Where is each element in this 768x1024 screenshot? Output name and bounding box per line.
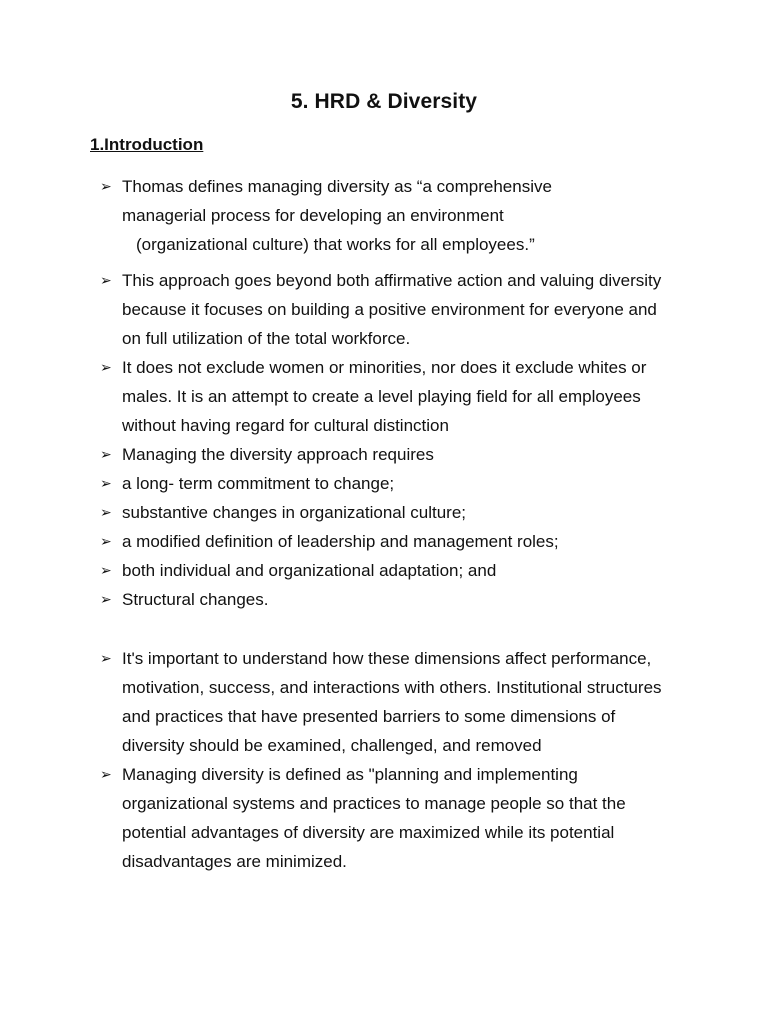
list-item (100, 266, 670, 353)
list-item-text: substantive changes in organizational culture; (122, 503, 466, 522)
list-item (100, 556, 670, 585)
list-item-line: managerial process for developing an environment (122, 206, 504, 225)
list-item (100, 644, 670, 760)
list-item (100, 440, 670, 469)
list-item (100, 585, 670, 614)
arrow-bullet-icon: ➢ (100, 562, 112, 578)
bullet-list-closing (100, 644, 670, 876)
list-item-text: Managing the diversity approach requires (122, 445, 434, 464)
list-item-text (122, 177, 670, 259)
arrow-bullet-icon: ➢ (100, 766, 112, 782)
arrow-bullet-icon: ➢ (100, 591, 112, 607)
arrow-bullet-icon: ➢ (100, 650, 112, 666)
arrow-bullet-icon: ➢ (100, 178, 112, 194)
section-heading-introduction: 1.Introduction (90, 135, 204, 154)
list-item-text: This approach goes beyond both affirmative action and valuing diversity because it focuses on building a positive environment for everyone and on full utilization of the total workforce. (122, 271, 662, 348)
list-item-text: a long- term commitment to change; (122, 474, 395, 493)
arrow-bullet-icon: ➢ (100, 504, 112, 520)
list-item (100, 760, 670, 876)
list-item-text: It does not exclude women or minorities, nor does it exclude whites or males. It is an attempt to create a level playing field for all employees without having regard for cultural distinction (122, 358, 647, 435)
list-item (100, 498, 670, 527)
list-item (100, 172, 670, 259)
list-item-line: (organizational culture) that works for all employees.” (136, 235, 535, 254)
list-item-text: a modified definition of leadership and management roles; (122, 532, 559, 551)
list-item (100, 527, 670, 556)
list-item-text: both individual and organizational adaptation; and (122, 561, 497, 580)
bullet-list-intro (100, 172, 670, 259)
list-item-text: Managing diversity is defined as "planning and implementing organizational systems and practices to manage people so that the potential advantages of diversity are maximized while its potential disadvantages are minimized. (122, 765, 626, 871)
arrow-bullet-icon: ➢ (100, 272, 112, 288)
list-item-text: It's important to understand how these dimensions affect performance, motivation, success, and interactions with others. Institutional structures and practices that have presented barriers to some dimensions of diversity should be examined, challenged, and removed (122, 649, 662, 755)
list-item-line: Thomas defines managing diversity as “a comprehensive (122, 177, 552, 196)
bullet-list-main (100, 266, 670, 614)
arrow-bullet-icon: ➢ (100, 475, 112, 491)
arrow-bullet-icon: ➢ (100, 446, 112, 462)
list-item-text: Structural changes. (122, 590, 269, 609)
page-title: 5. HRD & Diversity (290, 90, 478, 113)
arrow-bullet-icon: ➢ (100, 359, 112, 375)
list-item (100, 469, 670, 498)
arrow-bullet-icon: ➢ (100, 533, 112, 549)
list-item (100, 353, 670, 440)
